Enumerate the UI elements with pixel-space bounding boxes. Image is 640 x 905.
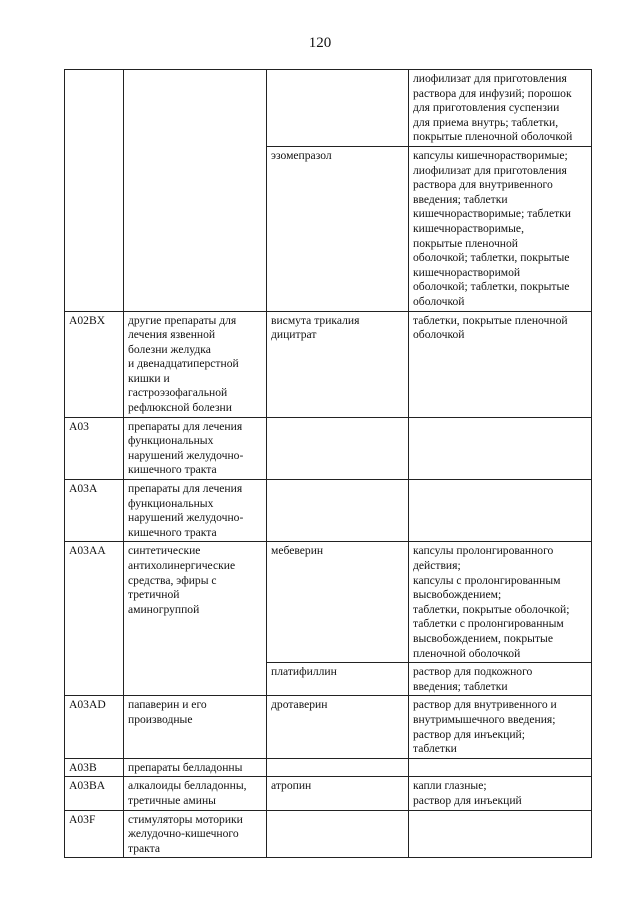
- dosage-form-cell: лиофилизат для приготовления раствора для инфузий; порошок для приготовления суспензии для приема внутрь; таблетки, покрытые пленочной оболочкой: [409, 70, 592, 147]
- group-cell: препараты для лечения функциональных нарушений желудочно- кишечного тракта: [124, 417, 267, 479]
- group-cell: [124, 70, 267, 147]
- group-cell: другие препараты для лечения язвенной болезни желудка и двенадцатиперстной кишки и гастроэзофагальной рефлюксной болезни: [124, 311, 267, 417]
- group-cell: [124, 146, 267, 311]
- substance-cell: платифиллин: [267, 663, 409, 696]
- dosage-form-cell: [409, 758, 592, 777]
- dosage-form-cell: капли глазные; раствор для инъекций: [409, 777, 592, 810]
- atc-code-cell: [65, 663, 124, 696]
- table-row: [65, 311, 592, 417]
- substance-cell: эзомепразол: [267, 146, 409, 311]
- group-cell: препараты белладонны: [124, 758, 267, 777]
- group-cell: алкалоиды белладонны, третичные амины: [124, 777, 267, 810]
- substance-cell: мебеверин: [267, 542, 409, 663]
- group-cell: стимуляторы моторики желудочно-кишечного тракта: [124, 810, 267, 858]
- group-cell: синтетические антихолинергические средства, эфиры с третичной аминогруппой: [124, 542, 267, 663]
- atc-code-cell: A03: [65, 417, 124, 479]
- substance-cell: [267, 758, 409, 777]
- atc-code-cell: A03BA: [65, 777, 124, 810]
- dosage-form-cell: капсулы кишечнорастворимые; лиофилизат для приготовления раствора для внутривенного введения; таблетки кишечнорастворимые; таблетки кишечнорастворимые, покрытые пленочной оболочкой; таблетки, покрытые кишечнорастворимой оболочкой; таблетки, покрытые оболочкой: [409, 146, 592, 311]
- atc-code-cell: A02BX: [65, 311, 124, 417]
- table-row: [65, 810, 592, 858]
- page-number: 120: [308, 35, 332, 51]
- substance-cell: [267, 480, 409, 542]
- dosage-form-cell: [409, 480, 592, 542]
- substance-cell: атропин: [267, 777, 409, 810]
- table-row: [65, 777, 592, 810]
- group-cell: [124, 663, 267, 696]
- table-row: [65, 480, 592, 542]
- group-cell: препараты для лечения функциональных нарушений желудочно- кишечного тракта: [124, 480, 267, 542]
- atc-code-cell: A03AA: [65, 542, 124, 663]
- dosage-form-cell: капсулы пролонгированного действия; капсулы с пролонгированным высвобождением; таблетки, покрытые оболочкой; таблетки с пролонгированным высвобождением, покрытые пленочной оболочкой: [409, 542, 592, 663]
- substance-cell: [267, 417, 409, 479]
- table-row: [65, 146, 592, 311]
- substance-cell: дротаверин: [267, 696, 409, 758]
- table-row: [65, 758, 592, 777]
- table-row: [65, 417, 592, 479]
- atc-code-cell: A03F: [65, 810, 124, 858]
- dosage-form-cell: [409, 810, 592, 858]
- atc-code-cell: A03B: [65, 758, 124, 777]
- atc-code-cell: [65, 70, 124, 147]
- atc-code-cell: [65, 146, 124, 311]
- table-row: [65, 70, 592, 147]
- substance-cell: [267, 70, 409, 147]
- group-cell: папаверин и его производные: [124, 696, 267, 758]
- atc-code-cell: A03AD: [65, 696, 124, 758]
- table-row: [65, 542, 592, 663]
- atc-code-cell: A03A: [65, 480, 124, 542]
- dosage-form-cell: [409, 417, 592, 479]
- substance-cell: висмута трикалия дицитрат: [267, 311, 409, 417]
- medicines-table: [64, 69, 592, 858]
- substance-cell: [267, 810, 409, 858]
- table-row: [65, 696, 592, 758]
- dosage-form-cell: раствор для подкожного введения; таблетки: [409, 663, 592, 696]
- table-row: [65, 663, 592, 696]
- dosage-form-cell: раствор для внутривенного и внутримышечного введения; раствор для инъекций; таблетки: [409, 696, 592, 758]
- dosage-form-cell: таблетки, покрытые пленочной оболочкой: [409, 311, 592, 417]
